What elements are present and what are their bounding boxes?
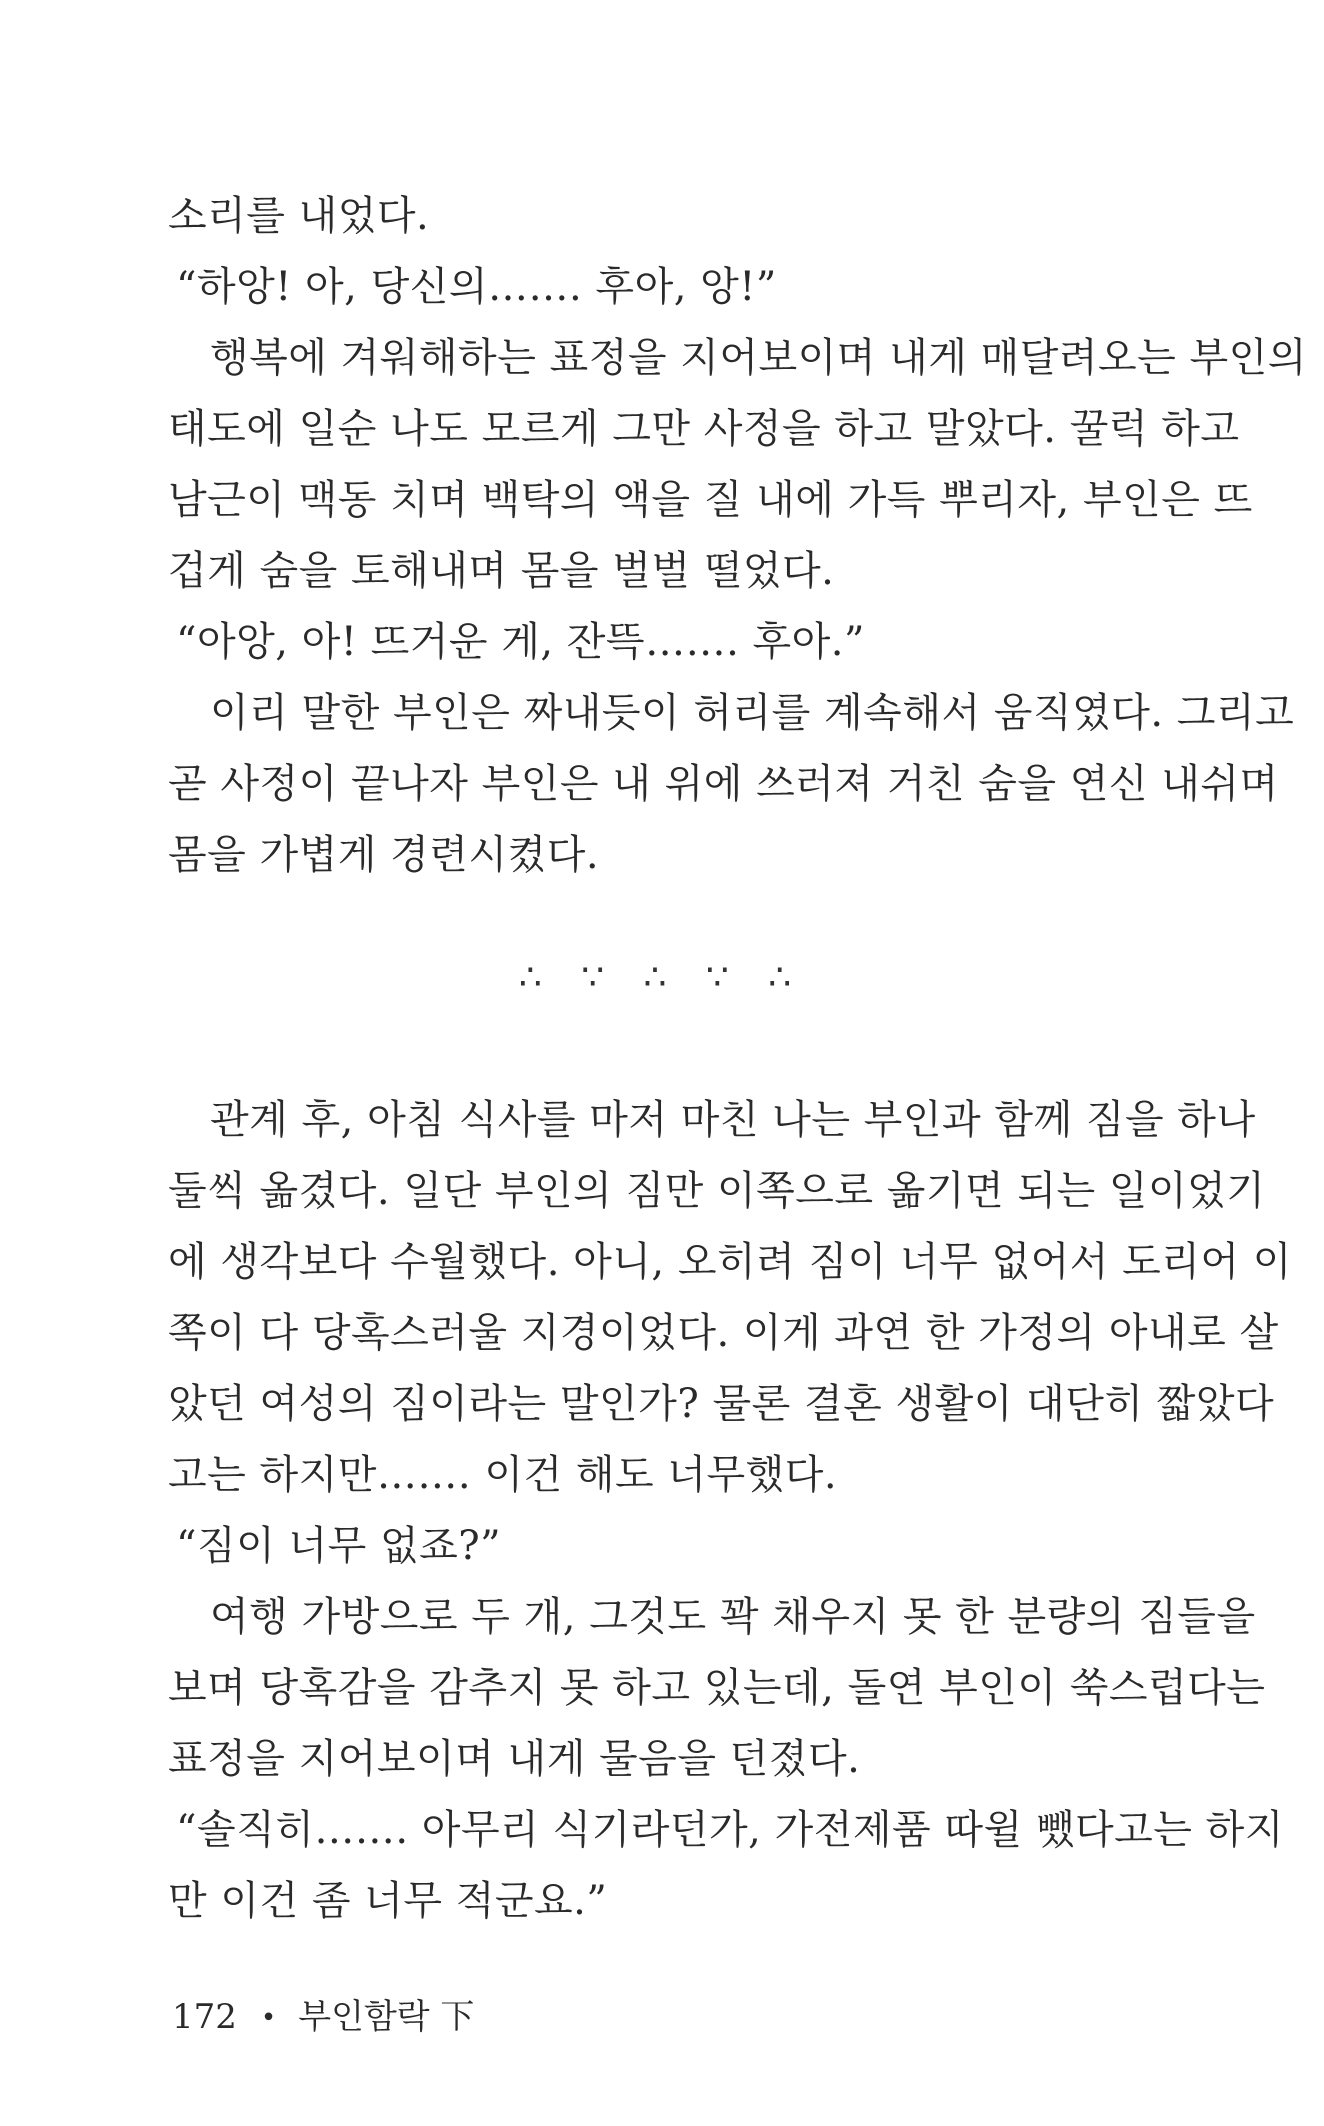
text-line: 만 이건 좀 너무 적군요.” <box>168 1878 608 1924</box>
text-line: “솔직히……. 아무리 식기라던가, 가전제품 따윌 뺐다고는 하지 <box>176 1807 1284 1853</box>
text-line: 둘씩 옮겼다. 일단 부인의 짐만 이쪽으로 옮기면 되는 일이었기 <box>168 1168 1266 1214</box>
text-line: 았던 여성의 짐이라는 말인가? 물론 결혼 생활이 대단히 짧았다 <box>168 1381 1275 1427</box>
footer-bullet: • <box>260 2003 277 2033</box>
text-line: 곧 사정이 끝나자 부인은 내 위에 쓰러져 거친 숨을 연신 내쉬며 <box>168 761 1279 807</box>
text-line: “짐이 너무 없죠?” <box>176 1523 502 1569</box>
page-footer <box>172 1992 474 2042</box>
text-line: 보며 당혹감을 감추지 못 하고 있는데, 돌연 부인이 쑥스럽다는 <box>168 1665 1266 1711</box>
text-line: 여행 가방으로 두 개, 그것도 꽉 채우지 못 한 분량의 짐들을 <box>210 1594 1256 1640</box>
text-line: 이리 말한 부인은 짜내듯이 허리를 계속해서 움직였다. 그리고 <box>210 690 1295 736</box>
text-line: 고는 하지만……. 이건 해도 너무했다. <box>168 1452 838 1498</box>
text-line: 행복에 겨워해하는 표정을 지어보이며 내게 매달려오는 부인의 <box>210 335 1307 381</box>
text-line: “하앙! 아, 당신의……. 후아, 앙!” <box>176 264 777 310</box>
page-number: 172 <box>172 1997 237 2037</box>
text-line: 겁게 숨을 토해내며 몸을 벌벌 떨었다. <box>168 548 835 594</box>
section-separator: ∴ ∵ ∴ ∵ ∴ <box>518 957 806 998</box>
text-line: 태도에 일순 나도 모르게 그만 사정을 하고 말았다. 꿀럭 하고 <box>168 406 1240 452</box>
text-line: 몸을 가볍게 경련시켰다. <box>168 832 600 878</box>
text-line: 남근이 맥동 치며 백탁의 액을 질 내에 가득 뿌리자, 부인은 뜨 <box>168 477 1253 523</box>
text-line: 에 생각보다 수월했다. 아니, 오히려 짐이 너무 없어서 도리어 이 <box>168 1239 1292 1285</box>
text-line: 쪽이 다 당혹스러울 지경이었다. 이게 과연 한 가정의 아내로 살 <box>168 1310 1279 1356</box>
text-line: “아앙, 아! 뜨거운 게, 잔뜩……. 후아.” <box>176 619 865 665</box>
book-title: 부인함락 下 <box>298 1997 475 2037</box>
text-line: 관계 후, 아침 식사를 마저 마친 나는 부인과 함께 짐을 하나 <box>210 1097 1256 1143</box>
text-line: 표정을 지어보이며 내게 물음을 던졌다. <box>168 1736 861 1782</box>
text-line: 소리를 내었다. <box>168 193 430 239</box>
